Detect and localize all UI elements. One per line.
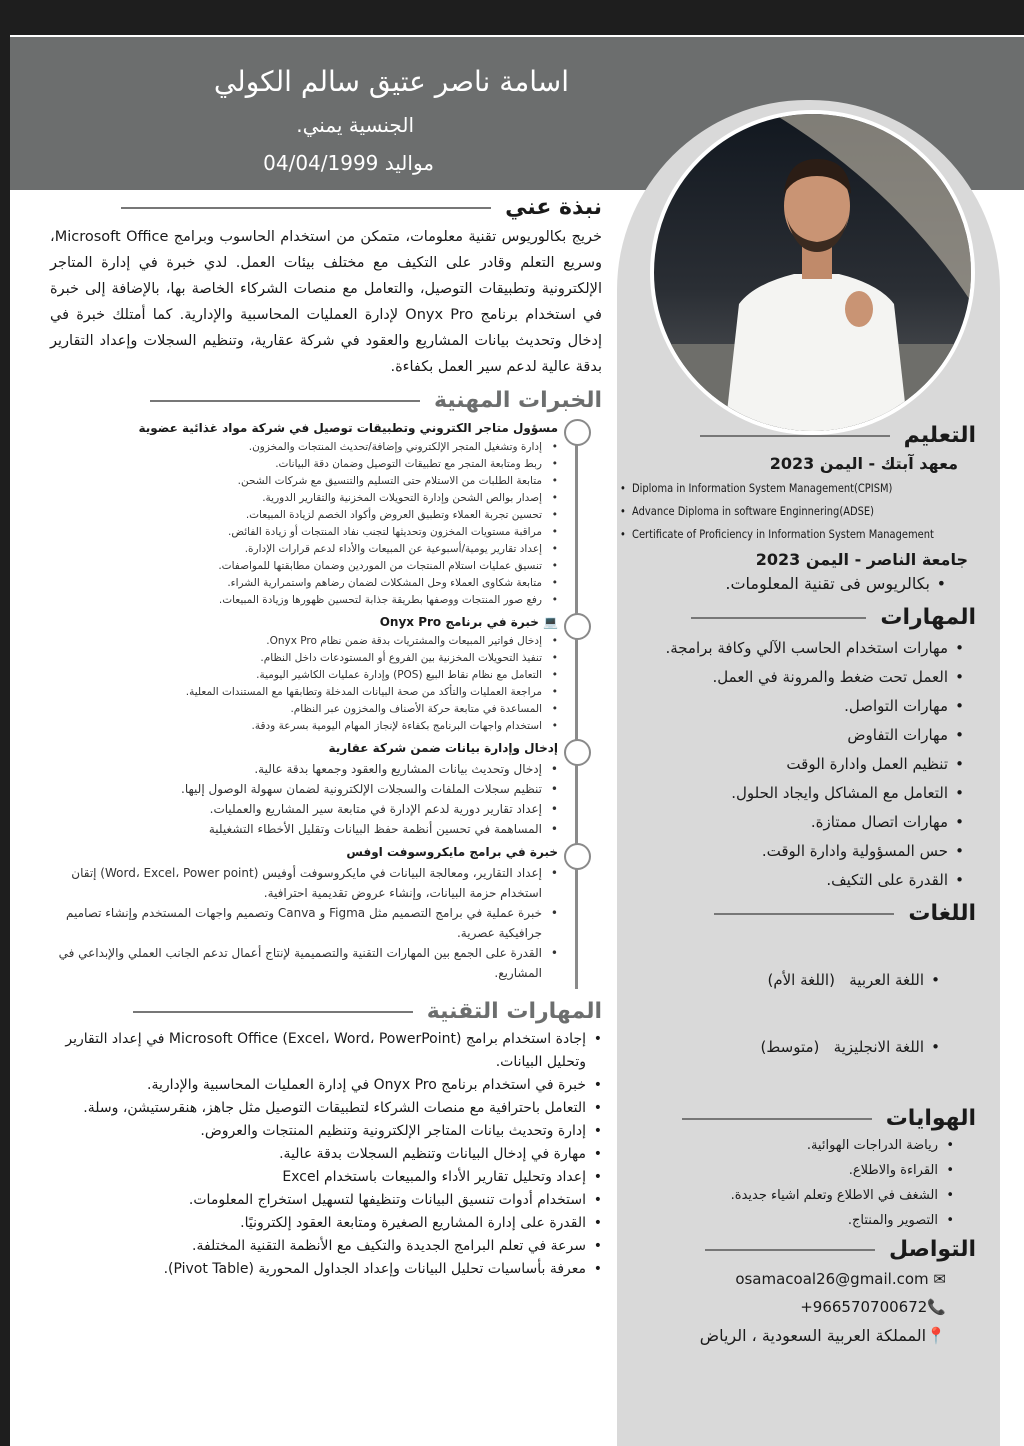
job-item: • رفع صور المنتجات ووصفها بطريقة جذابة لتحسين ظهورها وزيادة المبيعات. <box>50 592 558 609</box>
birth-date: مواليد 04/04/1999 <box>263 151 434 175</box>
tech-skill: • سرعة في تعلم البرامج الجديدة والتكيف مع الأنظمة التقنية المختلفة. <box>50 1235 602 1258</box>
education-item: • بكالريوس فى تقنية المعلومات. <box>640 569 946 599</box>
location-pin-icon: 📍 <box>926 1326 946 1345</box>
skill-item: • العمل تحت ضغط والمرونة في العمل. <box>640 663 964 692</box>
job-item: • إدخال وتحديث بيانات المشاريع والعقود وجمعها بدقة عالية. <box>50 759 558 779</box>
job-item: • إعداد تقارير يومية/أسبوعية عن المبيعات والأداء لدعم قرارات الإدارة. <box>50 541 558 558</box>
job-item: • إصدار بوالص الشحن وإدارة التحويلات المخزنية والتقارير الدورية. <box>50 490 558 507</box>
profile-photo <box>650 110 975 435</box>
skill-item: • التعامل مع المشاكل وايجاد الحلول. <box>640 779 964 808</box>
institution-1-list <box>620 477 976 546</box>
tech-skill: • إدارة وتحديث بيانات المتاجر الإلكترونية وتنظيم المنتجات والعروض. <box>50 1120 602 1143</box>
job-item: • تنفيذ التحويلات المخزنية بين الفروع أو المستودعات داخل النظام. <box>50 650 558 667</box>
skill-item: • مهارات استخدام الحاسب الآلي وكافة برامجة. <box>640 634 964 663</box>
tech-skill: • مهارة في إدخال البيانات وتنظيم السجلات بدقة عالية. <box>50 1143 602 1166</box>
languages-header <box>640 901 976 926</box>
skill-item: • مهارات اتصال ممتازة. <box>640 808 964 837</box>
main-column <box>50 195 602 1281</box>
hobby-item: • رياضة الدراجات الهوائية. <box>640 1133 954 1158</box>
timeline-dot <box>564 419 591 446</box>
side-column <box>632 423 1002 1355</box>
job-item: • مراجعة العمليات والتأكد من صحة البيانات المدخلة وتطابقها مع المستندات المعلية. <box>50 684 558 701</box>
job-item: • تحسين تجربة العملاء وتطبيق العروض وأكواد الخصم لزيادة المبيعات. <box>50 507 558 524</box>
resume-page <box>10 35 1024 1446</box>
skill-item: • مهارات التواصل. <box>640 692 964 721</box>
job-title: مسؤول متاجر الكتروني وتطبيقات توصيل في شركة مواد غذائية عضوية <box>138 421 558 435</box>
job-item: • المساعدة في متابعة حركة الأصناف والمخزون عبر النظام. <box>50 701 558 718</box>
hobbies-list <box>640 1133 976 1233</box>
job-title: 💻 خبرة في برنامج Onyx Pro <box>379 615 558 629</box>
hobby-item: • الشغف في الاطلاع وتعلم اشياء جديدة. <box>640 1183 954 1208</box>
skill-item: • مهارات التفاوض <box>640 721 964 750</box>
experience-timeline <box>50 419 602 989</box>
languages-list <box>640 928 976 1100</box>
skills-list <box>640 634 976 895</box>
education-item: • Advance Diploma in software Enginnering(ADSE) <box>620 500 926 523</box>
job-item: • تنسيق عمليات استلام المنتجات من الموردين وضمان مطابقتها للمواصفات. <box>50 558 558 575</box>
education-title: التعليم <box>903 423 976 448</box>
hobbies-header <box>640 1106 976 1131</box>
contact-phone[interactable] <box>640 1298 946 1316</box>
experience-title: الخبرات المهنية <box>433 388 602 413</box>
tech-skill: • خبرة في استخدام برنامج Onyx Pro في إدارة العمليات المحاسبية والإدارية. <box>50 1074 602 1097</box>
about-header <box>50 195 602 220</box>
tech-skill: • القدرة على إدارة المشاريع الصغيرة ومتابعة العقود إلكترونيًا. <box>50 1212 602 1235</box>
job-item: • إعداد التقارير، ومعالجة البيانات في مايكروسوفت أوفيس (Word، Excel، Power point) إتقان استخدام حزمة البيانات، وإنشاء عروض تقديمية احترافية. <box>50 863 558 903</box>
tech-skill: • استخدام أدوات تنسيق البيانات وتنظيفها لتسهيل استخراج المعلومات. <box>50 1189 602 1212</box>
job-item: • القدرة على الجمع بين المهارات التقنية والتصميمية لإنتاج أعمال تدعم الجانب العملي والإبداعي في المشاريع. <box>50 943 558 983</box>
experience-header <box>50 388 602 413</box>
skills-header <box>640 605 976 630</box>
language-item: • اللغة الانجليزية (متوسط) <box>640 1033 940 1062</box>
job-item: • متابعة شكاوى العملاء وحل المشكلات لضمان رضاهم واستمرارية الشراء. <box>50 575 558 592</box>
tech-skill: • إجادة استخدام برامج Microsoft Office (Excel، Word، PowerPoint) في إعداد التقارير وتحليل البيانات. <box>50 1028 602 1074</box>
nationality: الجنسية يمني. <box>296 113 414 137</box>
email-text[interactable]: osamacoal26@gmail.com <box>735 1270 929 1288</box>
job-item: • استخدام واجهات البرنامج بكفاءة لإنجاز المهام اليومية بسرعة ودقة. <box>50 718 558 735</box>
job-4 <box>50 845 558 983</box>
hobby-item: • القراءة والاطلاع. <box>640 1158 954 1183</box>
job-item: • خبرة عملية في برامج التصميم مثل Figma و Canva وتصميم واجهات المستخدم وإنشاء تصاميم جرافيكية عصرية. <box>50 903 558 943</box>
phone-text[interactable]: +966570700672 <box>800 1298 928 1316</box>
divider <box>150 400 420 402</box>
divider <box>682 1118 872 1120</box>
institution-1: معهد آبتك - اليمن 2023 <box>769 454 958 473</box>
skill-item: • حس المسؤولية وادارة الوقت. <box>640 837 964 866</box>
divider <box>133 1011 413 1013</box>
job-3 <box>50 741 558 839</box>
divider <box>714 913 894 915</box>
full-name: اسامة ناصر عتيق سالم الكولي <box>213 65 569 98</box>
tech-skill: • إعداد وتحليل تقارير الأداء والمبيعات باستخدام Excel <box>50 1166 602 1189</box>
hobbies-title: الهوايات <box>885 1106 976 1131</box>
phone-icon: 📞 <box>927 1298 946 1316</box>
skills-title: المهارات <box>880 605 976 630</box>
education-header <box>640 423 976 448</box>
languages-title: اللغات <box>908 901 976 926</box>
contact-list <box>640 1270 976 1355</box>
job-item: • تنظيم سجلات الملفات والسجلات الإلكترونية لضمان سهولة الوصول إليها. <box>50 779 558 799</box>
tech-skills-header <box>50 999 602 1024</box>
location-text: المملكة العربية السعودية ، الرياض <box>699 1326 927 1345</box>
contact-header <box>640 1237 976 1262</box>
about-title: نبذة عني <box>505 195 602 220</box>
job-item: • إدخال فواتير المبيعات والمشتريات بدقة ضمن نظام Onyx Pro. <box>50 633 558 650</box>
tech-skills-title: المهارات التقنية <box>426 999 602 1024</box>
job-title: إدخال وإدارة بيانات ضمن شركة عقارية <box>328 741 558 755</box>
job-2 <box>50 615 558 735</box>
contact-title: التواصل <box>888 1237 976 1262</box>
job-item: • التعامل مع نظام نقاط البيع (POS) وإدارة عمليات الكاشير اليومية. <box>50 667 558 684</box>
timeline-dot <box>564 739 591 766</box>
tech-skills-list <box>50 1028 602 1281</box>
job-item: • ربط ومتابعة المتجر مع تطبيقات التوصيل وضمان دقة البيانات. <box>50 456 558 473</box>
job-item: • متابعة الطلبات من الاستلام حتى التسليم والتنسيق مع شركات الشحن. <box>50 473 558 490</box>
institution-2: جامعة الناصر - اليمن 2023 <box>755 550 968 569</box>
divider <box>705 1249 875 1251</box>
timeline-dot <box>564 613 591 640</box>
job-item: • مراقبة مستويات المخزون وتحديثها لتجنب نفاد المنتجات أو زيادة الفائض. <box>50 524 558 541</box>
job-title: خبرة في برامج مايكروسوفت اوفس <box>346 845 558 859</box>
institution-2-list <box>640 569 976 599</box>
job-1 <box>50 421 558 609</box>
divider <box>121 207 491 209</box>
education-item: • Certificate of Proficiency in Information System Management <box>620 523 926 546</box>
skill-item: • تنظيم العمل وادارة الوقت <box>640 750 964 779</box>
envelope-icon: ✉ <box>933 1270 946 1288</box>
contact-location <box>640 1326 946 1345</box>
job-item: • المساهمة في تحسين أنظمة حفظ البيانات وتقليل الأخطاء التشغيلية <box>50 819 558 839</box>
divider <box>700 435 890 437</box>
job-item: • إعداد تقارير دورية لدعم الإدارة في متابعة سير المشاريع والعمليات. <box>50 799 558 819</box>
contact-email[interactable] <box>640 1270 946 1288</box>
timeline-dot <box>564 843 591 870</box>
tech-skill: • التعامل باحترافية مع منصات الشركاء لتطبيقات التوصيل مثل جاهز، هنقرستيشن، وسلة. <box>50 1097 602 1120</box>
skill-item: • القدرة على التكيف. <box>640 866 964 895</box>
language-item: • اللغة العربية (اللغة الأم) <box>640 966 940 995</box>
about-text: خريج بكالوريوس تقنية معلومات، متمكن من استخدام الحاسوب وبرامج Microsoft Office، وسريع التعلم وقادر على التكيف مع مختلف بيئات العمل. لدي خبرة في إدارة المتاجر الإلكترونية وتطبيقات التوصيل، والتعامل مع منصات الشركاء الخاصة بها، بالإضافة إلى خبرة في استخدام برنامج Onyx Pro لإدارة العمليات المحاسبية والإدارية. كما أمتلك خبرة في إدخال وتحديث بيانات المشاريع والعقود في شركة عقارية، وتنظيم السجلات وإعداد التقارير بدقة عالية لدعم سير العمل بكفاءة. <box>50 229 602 375</box>
tech-skill: • معرفة بأساسيات تحليل البيانات وإعداد الجداول المحورية (Pivot Table). <box>50 1258 602 1281</box>
education-item: • Diploma in Information System Management(CPISM) <box>620 477 926 500</box>
hobby-item: • التصوير والمنتاج. <box>640 1208 954 1233</box>
divider <box>691 617 866 619</box>
job-item: • إدارة وتشغيل المتجر الإلكتروني وإضافة/تحديث المنتجات والمخزون. <box>50 439 558 456</box>
